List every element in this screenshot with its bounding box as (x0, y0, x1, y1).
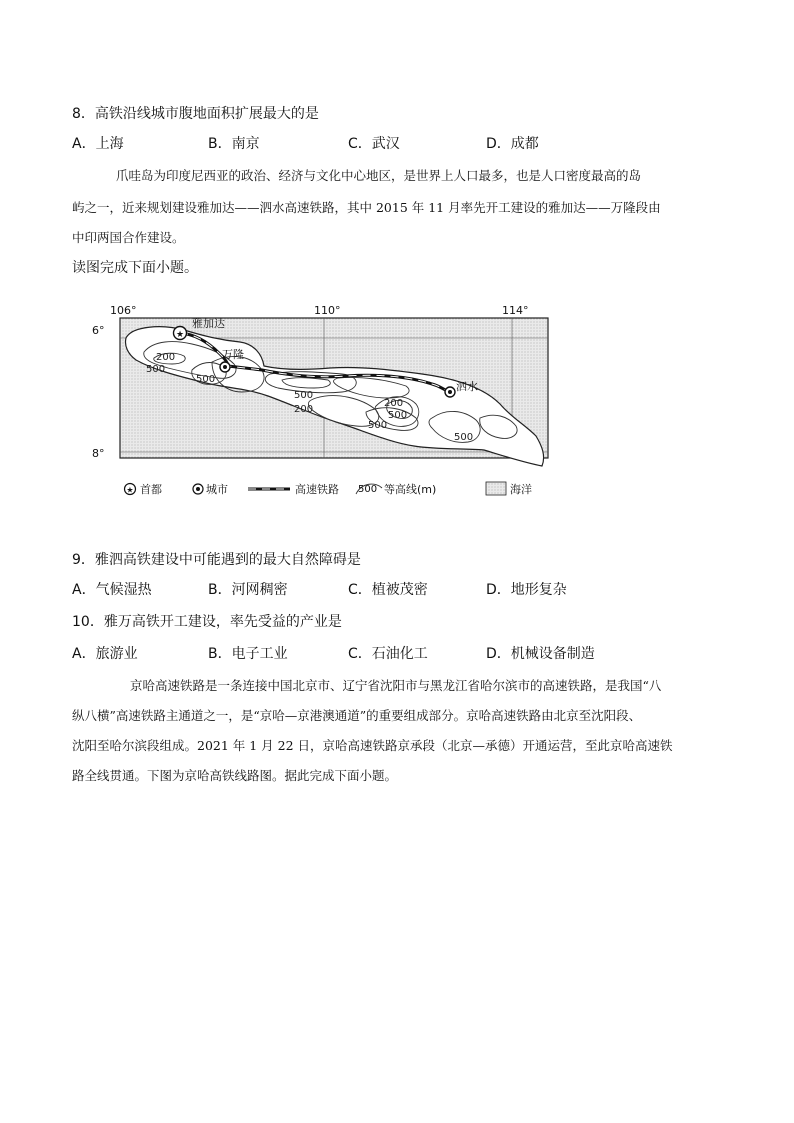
passage1-instruction: 读图完成下面小题。 (72, 260, 198, 276)
city-dot-icon (223, 365, 227, 369)
city-dot-icon (196, 487, 200, 491)
contour-label: 500 (454, 432, 474, 443)
city-label-jakarta: 雅加达 (192, 317, 225, 330)
legend-ocean-label: 海洋 (510, 483, 532, 496)
city-dot-icon (448, 390, 452, 394)
lat-label-8: 8° (92, 447, 105, 460)
contour-label: 500 (146, 364, 166, 375)
contour-label: 200 (156, 352, 176, 363)
contour-label: 500 (368, 420, 388, 431)
passage2-line-2: 纵八横”高速铁路主通道之一，是“京哈—京港澳通道”的重要组成部分。京哈高速铁路由北京至沈阳段、 (72, 708, 642, 723)
contour-label: 500 (388, 410, 408, 421)
lon-label-106: 106° (110, 304, 137, 317)
q8-option-a[interactable]: A．上海 (72, 136, 124, 152)
city-label-bandung: 万隆 (222, 348, 244, 361)
legend-contour-value: 500 (358, 484, 378, 495)
legend-railway-label: 高速铁路 (295, 483, 339, 496)
q8-option-c[interactable]: C．武汉 (348, 136, 400, 152)
lat-label-6: 6° (92, 324, 105, 337)
q9-option-c[interactable]: C．植被茂密 (348, 582, 428, 598)
lon-label-110: 110° (314, 304, 341, 317)
q10-option-c[interactable]: C．石油化工 (348, 646, 428, 662)
star-icon: ★ (175, 330, 185, 340)
q9-option-a[interactable]: A．气候湿热 (72, 582, 152, 598)
legend-capital-label: 首都 (140, 483, 162, 496)
legend-contour-label: 等高线(m) (384, 483, 437, 496)
city-label-surabaya: 泗水 (456, 380, 478, 393)
star-icon: ★ (126, 485, 134, 495)
contour-label: 200 (294, 404, 314, 415)
q10-stem: 10．雅万高铁开工建设，率先受益的产业是 (72, 614, 342, 630)
q10-option-b[interactable]: B．电子工业 (208, 646, 288, 662)
legend-city-label: 城市 (206, 483, 228, 496)
passage1-line-2: 屿之一，近来规划建设雅加达——泗水高速铁路，其中 2015 年 11 月率先开工建设的雅加达——万隆段由 (72, 200, 661, 215)
passage1-line-1: 爪哇岛为印度尼西亚的政治、经济与文化中心地区，是世界上人口最多，也是人口密度最高的岛 (116, 168, 642, 183)
java-map (92, 300, 552, 500)
passage2-line-4: 路全线贯通。下图为京哈高铁线路图。据此完成下面小题。 (72, 768, 398, 783)
map-legend (125, 482, 533, 496)
passage2-line-3: 沈阳至哈尔滨段组成。2021 年 1 月 22 日，京哈高速铁路京承段（北京—承德）开通运营，至此京哈高速铁 (72, 738, 673, 753)
q8-stem: 8．高铁沿线城市腹地面积扩展最大的是 (72, 106, 319, 122)
contour-label: 500 (294, 390, 314, 401)
lon-label-114: 114° (502, 304, 529, 317)
q8-option-d[interactable]: D．成都 (486, 136, 539, 152)
contour-label: 500 (196, 374, 216, 385)
q9-option-d[interactable]: D．地形复杂 (486, 582, 567, 598)
passage1-line-3: 中印两国合作建设。 (72, 230, 185, 245)
q8-option-b[interactable]: B．南京 (208, 136, 260, 152)
q10-option-a[interactable]: A．旅游业 (72, 646, 138, 662)
q9-stem: 9．雅泗高铁建设中可能遇到的最大自然障碍是 (72, 552, 361, 568)
q10-option-d[interactable]: D．机械设备制造 (486, 646, 595, 662)
ocean-legend-icon (486, 482, 506, 495)
q9-option-b[interactable]: B．河网稠密 (208, 582, 288, 598)
passage2-line-1: 京哈高速铁路是一条连接中国北京市、辽宁省沈阳市与黑龙江省哈尔滨市的高速铁路，是我国“八 (130, 678, 662, 693)
contour-label: 200 (384, 398, 404, 409)
